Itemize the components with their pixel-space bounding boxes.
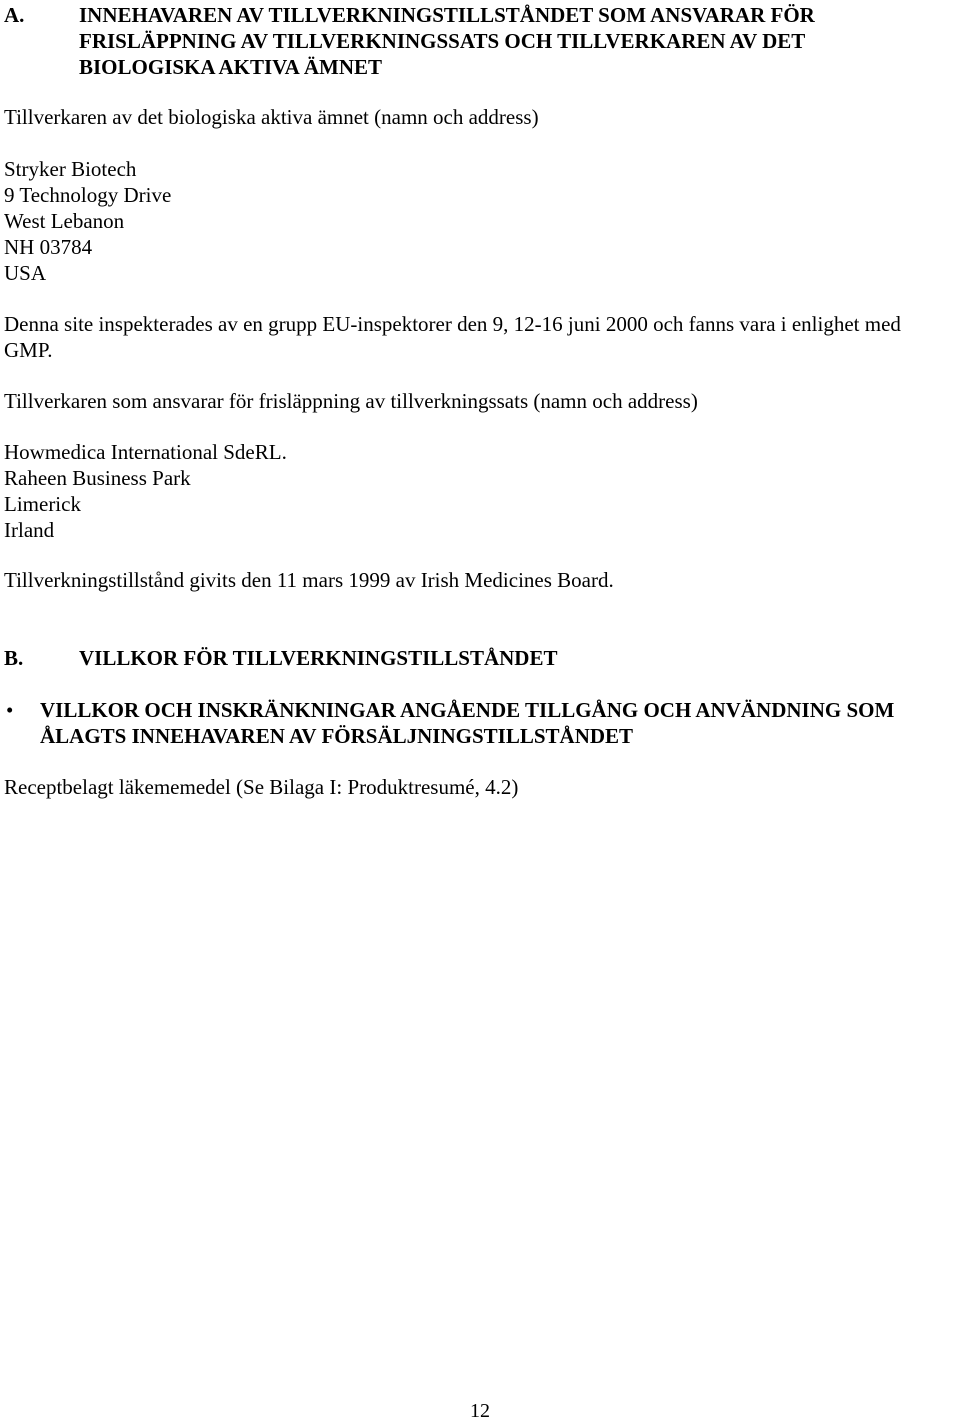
section-b-title: VILLKOR FÖR TILLVERKNINGSTILLSTÅNDET xyxy=(79,646,558,670)
bullet-icon: • xyxy=(6,698,14,722)
page-number: 12 xyxy=(470,1400,490,1422)
manufacturer-release-heading: Tillverkaren som ansvarar för frisläppning av tillverkningssats (namn och address) xyxy=(4,389,698,413)
manufacturer-active-address: Stryker Biotech 9 Technology Drive West Lebanon NH 03784 USA xyxy=(4,157,172,285)
conditions-heading: VILLKOR OCH INSKRÄNKNINGAR ANGÅENDE TILLGÅNG OCH ANVÄNDNING SOM ÅLAGTS INNEHAVAREN AV FÖRSÄLJNINGSTILLSTÅNDET xyxy=(40,698,895,748)
section-a-letter: A. xyxy=(4,3,25,27)
inspection-note: Denna site inspekterades av en grupp EU-inspektorer den 9, 12-16 juni 2000 och fanns vara i enlighet med GMP. xyxy=(4,312,901,362)
section-a-title: INNEHAVAREN AV TILLVERKNINGSTILLSTÅNDET SOM ANSVARAR FÖR FRISLÄPPNING AV TILLVERKNINGSSATS OCH TILLVERKAREN AV DET BIOLOGISKA AKTIVA ÄMNET xyxy=(79,3,815,79)
authorization-note: Tillverkningstillstånd givits den 11 mars 1999 av Irish Medicines Board. xyxy=(4,568,614,592)
conditions-text: Receptbelagt läkememedel (Se Bilaga I: Produktresumé, 4.2) xyxy=(4,775,519,799)
manufacturer-active-heading: Tillverkaren av det biologiska aktiva ämnet (namn och address) xyxy=(4,105,539,129)
section-b-letter: B. xyxy=(4,646,24,670)
manufacturer-release-address: Howmedica International SdeRL. Raheen Business Park Limerick Irland xyxy=(4,440,287,542)
